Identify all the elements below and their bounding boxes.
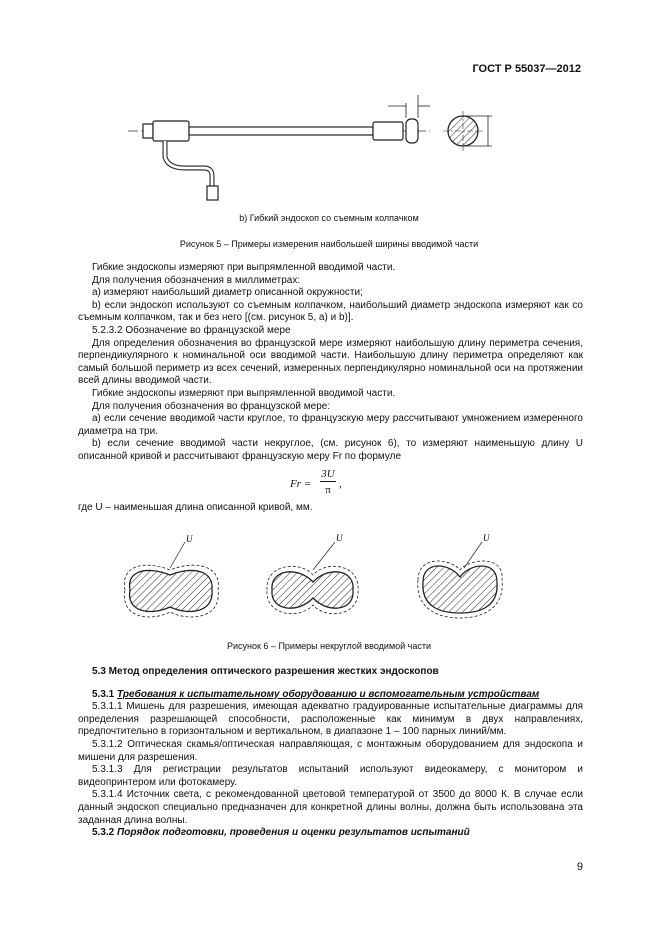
paragraph: Для получения обозначения во французской мере:: [92, 400, 331, 412]
subsection-heading: 5.2.3.2 Обозначение во французской мере: [92, 324, 291, 336]
subsection-number: 5.3.1: [92, 688, 115, 700]
section-heading: 5.3 Метод определения оптического разрешения жестких эндоскопов: [92, 666, 439, 677]
paragraph: 5.3.1.1 Мишень для разрешения, имеющая адекватно градуированные испытательные диаграммы для определения разрешающей способности, расположенные как минимум в двух направлениях, предпочтительно в горизонтальном и вертикальном, в диапазоне 1 – 100 парных линий/мм.: [78, 701, 583, 738]
paragraph: Гибкие эндоскопы измеряют при выпрямленной вводимой части.: [92, 262, 396, 273]
subsection-heading: [78, 689, 583, 702]
list-item: b) если сечение вводимой части некруглое, (см. рисунок 6), то измеряют наименьшую длину U описанной кривой и рассчитывают французскую меру Fr по формуле: [78, 438, 583, 462]
paragraph: Гибкие эндоскопы измеряют при выпрямленной вводимой части.: [92, 387, 396, 399]
subsection-title: Требования к испытательному оборудованию и вспомогательным устройствам: [117, 688, 540, 700]
figure6-label-u-3: U: [483, 533, 490, 543]
paragraph: Для получения обозначения в миллиметрах:: [92, 274, 301, 286]
paragraph: Для определения обозначения во французской мере измеряют наибольшую длину периметра сечения, перпендикулярного к номинальной оси вводимой части. Наибольшую длину периметра определяют как самый большой периметр из всех сечений, измеренных перпендикулярно номинальной оси на протяжении всей длины вводимой части.: [78, 337, 583, 387]
section-5-3: [78, 666, 583, 840]
list-item: b) если эндоскоп используют со съемным колпачком, наибольший диаметр эндоскопа измеряют как со съемным колпачком, так и без него [(см. рисунок 5, а) и b)].: [78, 299, 583, 324]
figure6-cross-sections: [0, 530, 661, 630]
formula-lhs: Fr =: [290, 478, 312, 490]
list-item: а) измеряют наибольший диаметр описанной окружности;: [92, 287, 363, 299]
formula-numerator: 3U: [321, 468, 335, 480]
figure5-caption: Рисунок 5 – Примеры измерения наибольшей ширины вводимой части: [179, 239, 479, 249]
figure5-subcaption: b) Гибкий эндоскоп со съемным колпачком: [239, 213, 419, 223]
list-item: а) если сечение вводимой части круглое, то французскую меру рассчитывают умножением измеренного диаметра на три.: [78, 413, 583, 437]
paragraph: 5.3.1.3 Для регистрации результатов испытаний используют видеокамеру, с монитором и видеопринтером или фотокамеру.: [78, 764, 583, 788]
formula-fraction-bar: [320, 481, 336, 482]
figure6-caption: Рисунок 6 – Примеры некруглой вводимой части: [226, 641, 432, 651]
body-text-1: [78, 262, 583, 464]
formula-denominator: π: [325, 484, 331, 496]
page-number: 9: [576, 861, 583, 873]
document-header: ГОСТ Р 55037—2012: [472, 63, 581, 75]
paragraph: где U – наименьшая длина описанной кривой, мм.: [78, 502, 313, 513]
paragraph: 5.3.1.2 Оптическая скамья/оптическая направляющая, с монтажным оборудованием для эндоскопа и мишени для разрешения.: [78, 738, 583, 763]
subsection-title: Порядок подготовки, проведения и оценки результатов испытаний: [117, 827, 470, 839]
where-line: [78, 502, 583, 515]
subsection-heading: [78, 827, 583, 840]
figure6-label-u-1: U: [186, 534, 193, 544]
subsection-number: 5.3.2: [92, 827, 115, 839]
paragraph: 5.3.1.4 Источник света, с рекомендованной цветовой температурой от 3500 до 8000 К. В случае если данный эндоскоп специально предназначен для конкретной длины волны, должна быть использована эта заданная длина волны.: [78, 789, 583, 826]
figure5-endoscope-drawing: [0, 0, 661, 230]
formula-tail: ,: [339, 478, 342, 490]
formula: [290, 468, 370, 500]
figure6-label-u-2: U: [336, 533, 343, 543]
